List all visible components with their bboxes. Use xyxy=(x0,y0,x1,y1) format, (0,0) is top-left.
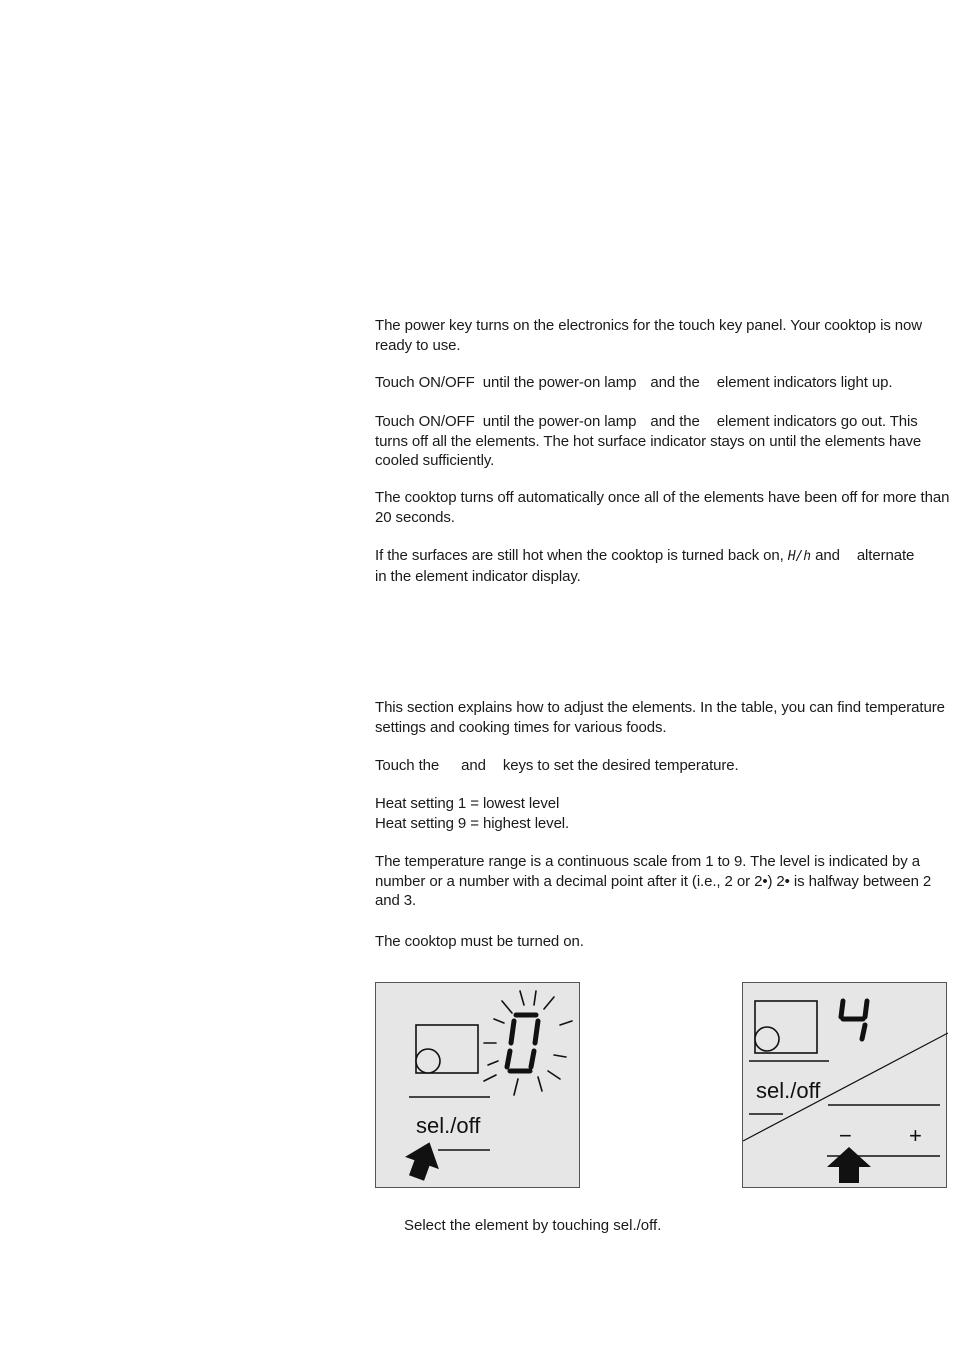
touch-text-a: Touch the xyxy=(375,757,440,774)
plus-key-label: + xyxy=(909,1123,922,1148)
power-off-text-rest: turns off all the elements. The hot surface indicator stays on until the elements have cooled sufficiently. xyxy=(375,432,922,469)
minus-key-label: − xyxy=(839,1123,852,1148)
element-circle-icon-2 xyxy=(755,1027,779,1051)
blinking-digit-icon xyxy=(484,991,572,1095)
figure-set-temperature xyxy=(742,982,947,1188)
power-on-text-a: Touch ON/OFF until the power-on lamp xyxy=(375,374,637,391)
power-off-text-a: Touch ON/OFF until the power-on lamp xyxy=(375,413,637,430)
figure-set-temperature-drawing xyxy=(743,983,948,1189)
power-on-text-b: and the xyxy=(650,374,700,391)
touch-text-b: and xyxy=(461,757,486,774)
figure-caption: Select the element by touching sel./off. xyxy=(404,1217,662,1234)
digit-four-icon xyxy=(841,1001,867,1039)
power-intro-paragraph: The power key turns on the electronics for the touch key panel. Your cooktop is now ready to use. xyxy=(375,317,923,354)
sel-off-label: sel./off xyxy=(416,1113,481,1138)
power-off-instruction xyxy=(375,412,954,471)
heat-settings xyxy=(375,794,954,833)
hot-symbol: H/h xyxy=(787,549,811,564)
sel-off-label-2: sel./off xyxy=(756,1078,821,1103)
touch-text-c: keys to set the desired temperature. xyxy=(502,757,739,774)
power-off-text-c: element indicators go out. This xyxy=(716,413,918,430)
digit-zero-icon xyxy=(507,1015,538,1071)
arrow-pointer-icon xyxy=(400,1136,447,1184)
hot-text-c: alternate xyxy=(856,547,915,564)
auto-off-paragraph: The cooktop turns off automatically once all of the elements have been off for more than 20 seconds. xyxy=(375,489,950,526)
element-circle-icon xyxy=(416,1049,440,1073)
temperature-range-paragraph: The temperature range is a continuous scale from 1 to 9. The level is indicated by a number or a number with a decimal point after it (i.e., 2 or 2•) 2• is halfway between 2 and 3. xyxy=(375,853,932,909)
hot-text-a: If the surfaces are still hot when the cooktop is turned back on, xyxy=(375,547,784,564)
hot-text-b: and xyxy=(815,547,840,564)
power-on-instruction xyxy=(375,373,954,393)
heat-low-text: Heat setting 1 = lowest level xyxy=(375,795,560,812)
arrow-pointer-icon-2 xyxy=(827,1147,871,1183)
hot-surface-paragraph xyxy=(375,546,954,586)
heat-high-text: Heat setting 9 = highest level. xyxy=(375,814,570,832)
figure-select-element xyxy=(375,982,580,1188)
adjust-intro-paragraph: This section explains how to adjust the elements. In the table, you can find temperature settings and cooking times for various foods. xyxy=(375,699,945,736)
hot-text-rest: in the element indicator display. xyxy=(375,567,581,585)
power-on-text-c: element indicators light up. xyxy=(716,374,893,391)
cooktop-on-note: The cooktop must be turned on. xyxy=(375,933,584,950)
power-off-text-b: and the xyxy=(650,413,700,430)
figure-select-element-drawing xyxy=(376,983,581,1189)
touch-keys-instruction xyxy=(375,756,954,776)
